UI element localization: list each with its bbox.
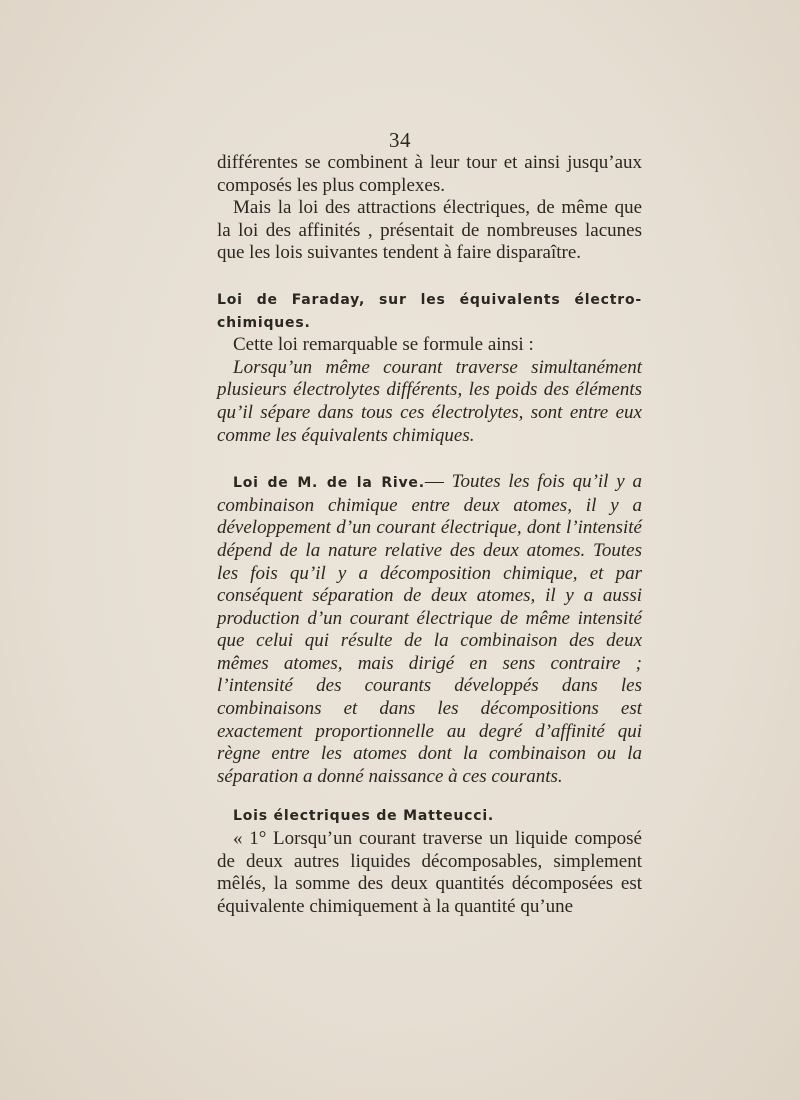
de-la-rive-law-heading: Loi de M. de la Rive.: [233, 475, 425, 492]
matteucci-laws-heading: Lois électriques de Matteucci.: [233, 808, 495, 825]
page-number: 34: [389, 128, 411, 152]
faraday-law-statement: Lorsqu’un même courant traverse simultanément plusieurs électrolytes différents, les poids des éléments qu’il sépare dans tous ces électrolytes, sont entre eux comme les équivalents chimiques.: [217, 356, 642, 446]
page-body: [217, 152, 642, 918]
paragraph-electric-attractions: Mais la loi des attractions électriques, de même que la loi des affinités , présentait de nombreuses lacunes que les lois suivantes tendent à faire disparaître.: [217, 197, 642, 264]
faraday-law-intro: Cette loi remarquable se formule ainsi :: [233, 334, 534, 356]
de-la-rive-law: [217, 471, 642, 788]
matteucci-law-text: « 1° Lorsqu’un courant traverse un liquide composé de deux autres liquides décomposables, simplement mêlés, la somme des deux quantités décomposées est équivalente chimiquement à la quantité qu’une: [217, 828, 642, 917]
paragraph-continuation: différentes se combinent à leur tour et ainsi jusqu’aux composés les plus complexes.: [217, 152, 642, 196]
de-la-rive-law-statement: Toutes les fois qu’il y a combinaison chimique entre deux atomes, il y a développement d’un courant électrique, dont l’intensité dépend de la nature relative des deux atomes. Toutes les fois qu’il y a décomposition chimique, et par conséquent séparation de deux atomes, il y a aussi production d’un courant électrique de même intensité que celui qui résulte de la combinaison des deux mêmes atomes, mais dirigé en sens contraire ; l’intensité des courants développés dans les combinaisons et dans les décompositions est exactement proportionnelle au degré d’affinité qui règne entre les atomes dont la combinaison ou la séparation a donné naissance à ces courants.: [217, 471, 642, 787]
de-la-rive-separator: —: [424, 471, 444, 493]
faraday-law-heading: Loi de Faraday, sur les équivalents électro-chimiques.: [217, 291, 642, 331]
